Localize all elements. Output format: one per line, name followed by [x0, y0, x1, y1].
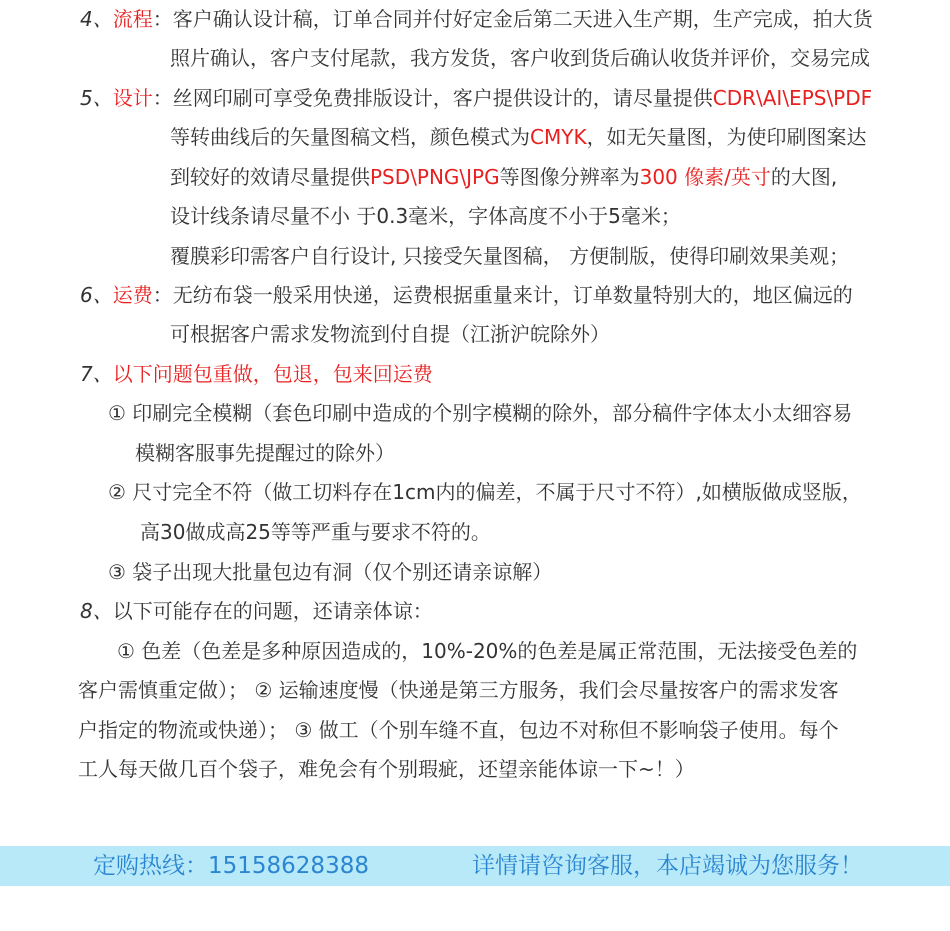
section-text: 客户确认设计稿，订单合同并付好定金后第二天进入生产期，生产完成，拍大货 [172, 7, 873, 31]
file-formats-highlight: CDR\AI\EPS\PDF [712, 86, 873, 110]
section-number: 4、 [80, 7, 113, 31]
section-text: ① 印刷完全模糊（套色印刷中造成的个别字模糊的除外，部分稿件字体太小太细容易 [108, 401, 853, 425]
section-number: 6、 [80, 283, 113, 307]
service-text: 详情请咨询客服，本店竭诚为您服务！ [472, 853, 863, 879]
section-text: 照片确认，客户支付尾款，我方发货，客户收到货后确认收货并评价，交易完成 [170, 46, 870, 70]
section-text: 到较好的效请尽量提供 [170, 165, 370, 189]
section-5-line-4 [170, 202, 681, 230]
section-title: 设计 [112, 86, 153, 110]
section-number: 8、 [80, 599, 113, 623]
section-text: 等转曲线后的矢量图稿文档，颜色模式为 [170, 125, 530, 149]
section-text: 工人每天做几百个袋子，难免会有个别瑕疵，还望亲能体谅一下~！） [78, 757, 695, 781]
section-7-line-1 [80, 360, 433, 388]
section-text: 客户需慎重定做）； ② 运输速度慢（快递是第三方服务，我们会尽量按客户的需求发客 [78, 678, 839, 702]
section-number: 7、 [80, 362, 113, 386]
hotline-text: 定购热线：15158628388 [93, 853, 369, 879]
section-5-line-1 [80, 84, 872, 112]
section-6-line-1 [80, 281, 853, 309]
section-title: 以下可能存在的问题，还请亲体谅： [112, 599, 433, 623]
section-5-line-3 [170, 163, 837, 191]
section-colon: ： [152, 86, 173, 110]
section-text: 等图像分辨率为 [499, 165, 640, 189]
footer-banner [0, 846, 950, 886]
section-7-item-2-line-2 [140, 518, 491, 546]
section-5-line-5 [170, 242, 849, 270]
section-text: 的大图, [770, 165, 838, 189]
section-text: 覆膜彩印需客户自行设计, 只接受矢量图稿， 方便制版，使得印刷效果美观； [170, 244, 850, 268]
section-7-item-1-line-2 [135, 439, 395, 467]
section-4-line-2 [170, 44, 870, 72]
section-title: 流程 [112, 7, 153, 31]
section-6-line-2 [170, 320, 610, 348]
section-text: 无纺布袋一般采用快递，运费根据重量来计，订单数量特别大的，地区偏远的 [172, 283, 853, 307]
section-text: 丝网印刷可享受免费排版设计，客户提供设计的，请尽量提供 [172, 86, 713, 110]
color-mode-highlight: CMYK [530, 125, 587, 149]
section-4-line-1 [80, 5, 873, 33]
section-text: ② 尺寸完全不符（做工切料存在1cm内的偏差，不属于尺寸不符）,如横版做成竖版， [108, 480, 862, 504]
section-8-text-line-1 [117, 637, 857, 665]
section-8-text-line-4 [78, 755, 695, 783]
section-text: ③ 袋子出现大批量包边有洞（仅个别还请亲谅解） [108, 560, 553, 584]
section-text: ① 色差（色差是多种原因造成的，10%-20%的色差是属正常范围，无法接受色差的 [117, 639, 858, 663]
section-8-line-1 [80, 597, 433, 625]
section-8-text-line-3 [78, 716, 839, 744]
section-7-item-1-line-1 [108, 399, 852, 427]
section-7-item-2-line-1 [108, 478, 862, 506]
section-text: 户指定的物流或快递）； ③ 做工（个别车缝不直，包边不对称但不影响袋子使用。每个 [78, 718, 839, 742]
section-text: ，如无矢量图，为使印刷图案达 [586, 125, 867, 149]
resolution-highlight: 300 像素/英寸 [639, 165, 771, 189]
section-7-item-3-line-1 [108, 558, 552, 586]
section-8-text-line-2 [78, 676, 839, 704]
section-colon: ： [152, 7, 173, 31]
section-5-line-2 [170, 123, 867, 151]
section-text: 设计线条请尽量不小 于0.3毫米，字体高度不小于5毫米； [170, 204, 681, 228]
image-formats-highlight: PSD\PNG\JPG [370, 165, 500, 189]
section-colon: ： [152, 283, 173, 307]
section-text: 高30做成高25等等严重与要求不符的。 [140, 520, 491, 544]
section-title: 运费 [112, 283, 153, 307]
section-title: 以下问题包重做，包退，包来回运费 [112, 362, 433, 386]
section-text: 可根据客户需求发物流到付自提（江浙沪皖除外） [170, 322, 610, 346]
section-text: 模糊客服事先提醒过的除外） [135, 441, 395, 465]
section-number: 5、 [80, 86, 113, 110]
